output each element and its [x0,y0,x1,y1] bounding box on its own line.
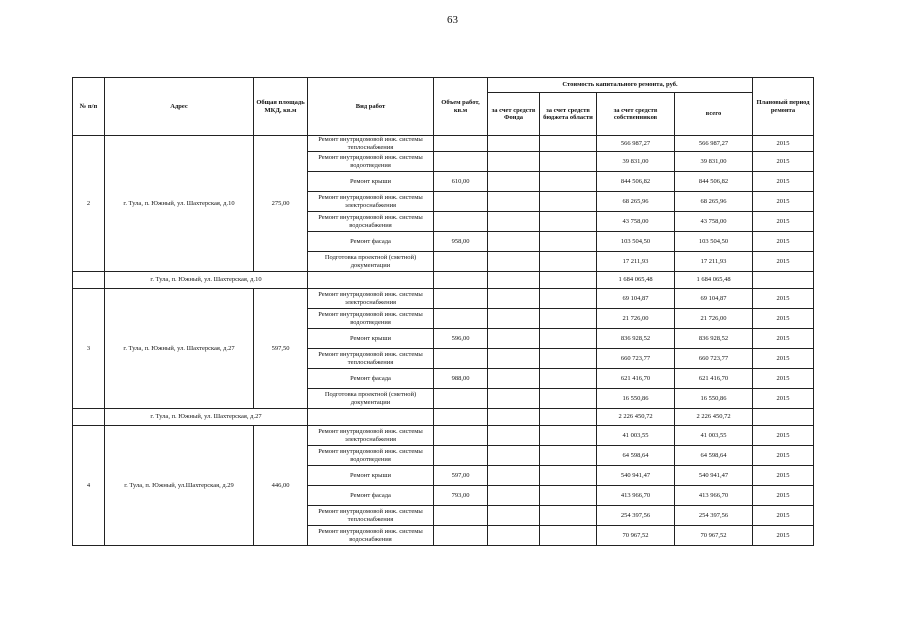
region-budget-cell [540,486,597,506]
volume-cell: 597,00 [434,466,488,486]
header-num: № п/п [73,78,105,136]
subtotal-empty-cell [73,272,105,289]
fund-cell [488,389,540,409]
subtotal-owners: 1 684 065,48 [597,272,675,289]
fund-cell [488,369,540,389]
total-cell: 43 758,00 [675,212,753,232]
owners-cell: 844 506,82 [597,172,675,192]
work-type-cell: Подготовка проектной (сметной) документации [308,389,434,409]
volume-cell [434,136,488,152]
table-body [73,136,814,546]
owners-cell: 39 831,00 [597,152,675,172]
owners-cell: 621 416,70 [597,369,675,389]
fund-cell [488,506,540,526]
region-budget-cell [540,232,597,252]
fund-cell [488,136,540,152]
work-type-cell: Ремонт внутридомовой инж. системы водоснабжения [308,212,434,232]
work-type-cell: Ремонт крыши [308,172,434,192]
subtotal-empty-cell [308,409,434,426]
row-area: 275,00 [254,136,308,272]
period-cell: 2015 [753,466,814,486]
fund-cell [488,426,540,446]
total-cell: 621 416,70 [675,369,753,389]
period-cell: 2015 [753,252,814,272]
volume-cell [434,252,488,272]
total-cell: 16 550,86 [675,389,753,409]
total-cell: 660 723,77 [675,349,753,369]
owners-cell: 254 397,56 [597,506,675,526]
total-cell: 254 397,56 [675,506,753,526]
owners-cell: 660 723,77 [597,349,675,369]
volume-cell [434,152,488,172]
header-period: Плановый период ремонта [753,78,814,136]
region-budget-cell [540,212,597,232]
total-cell: 68 265,96 [675,192,753,212]
row-number: 3 [73,289,105,409]
volume-cell [434,506,488,526]
region-budget-cell [540,152,597,172]
total-cell: 836 928,52 [675,329,753,349]
row-address: г. Тула, п. Южный, ул. Шахтерская, д.27 [105,289,254,409]
work-type-cell: Ремонт внутридомовой инж. системы водоотведения [308,309,434,329]
owners-cell: 16 550,86 [597,389,675,409]
table-row [73,426,814,446]
volume-cell: 958,00 [434,232,488,252]
row-area: 446,00 [254,426,308,546]
period-cell: 2015 [753,136,814,152]
fund-cell [488,212,540,232]
region-budget-cell [540,329,597,349]
owners-cell: 70 967,52 [597,526,675,546]
owners-cell: 540 941,47 [597,466,675,486]
total-cell: 41 003,55 [675,426,753,446]
owners-cell: 566 987,27 [597,136,675,152]
work-type-cell: Ремонт фасада [308,486,434,506]
region-budget-cell [540,426,597,446]
repair-works-table [72,77,814,546]
volume-cell: 793,00 [434,486,488,506]
subtotal-empty-cell [540,272,597,289]
fund-cell [488,466,540,486]
work-type-cell: Ремонт крыши [308,466,434,486]
owners-cell: 41 003,55 [597,426,675,446]
period-cell: 2015 [753,426,814,446]
subtotal-total: 1 684 065,48 [675,272,753,289]
period-cell: 2015 [753,349,814,369]
period-cell: 2015 [753,506,814,526]
subtotal-empty-cell [308,272,434,289]
subtotal-empty-cell [540,409,597,426]
fund-cell [488,289,540,309]
region-budget-cell [540,369,597,389]
header-work-type: Вид работ [308,78,434,136]
total-cell: 21 726,00 [675,309,753,329]
region-budget-cell [540,389,597,409]
work-type-cell: Ремонт внутридомовой инж. системы теплоснабжения [308,136,434,152]
subtotal-empty-cell [488,409,540,426]
volume-cell [434,426,488,446]
period-cell: 2015 [753,232,814,252]
owners-cell: 43 758,00 [597,212,675,232]
total-cell: 70 967,52 [675,526,753,546]
work-type-cell: Ремонт крыши [308,329,434,349]
period-cell: 2015 [753,486,814,506]
volume-cell [434,389,488,409]
fund-cell [488,349,540,369]
owners-cell: 68 265,96 [597,192,675,212]
region-budget-cell [540,446,597,466]
subtotal-empty-cell [434,272,488,289]
work-type-cell: Ремонт фасада [308,369,434,389]
volume-cell: 988,00 [434,369,488,389]
fund-cell [488,152,540,172]
volume-cell: 610,00 [434,172,488,192]
owners-cell: 17 211,93 [597,252,675,272]
period-cell: 2015 [753,526,814,546]
table-header [73,78,814,136]
period-cell: 2015 [753,212,814,232]
row-number: 2 [73,136,105,272]
table-row [73,136,814,152]
header-fund: за счет средств Фонда [488,93,540,136]
subtotal-label: г. Тула, п. Южный, ул. Шахтерская, д.10 [105,272,308,289]
subtotal-empty-cell [434,409,488,426]
volume-cell [434,192,488,212]
work-type-cell: Ремонт внутридомовой инж. системы теплоснабжения [308,349,434,369]
fund-cell [488,192,540,212]
period-cell: 2015 [753,309,814,329]
row-area: 597,50 [254,289,308,409]
volume-cell [434,349,488,369]
region-budget-cell [540,172,597,192]
region-budget-cell [540,289,597,309]
owners-cell: 413 966,70 [597,486,675,506]
owners-cell: 21 726,00 [597,309,675,329]
region-budget-cell [540,526,597,546]
work-type-cell: Подготовка проектной (сметной) документации [308,252,434,272]
subtotal-row [73,272,814,289]
owners-cell: 64 598,64 [597,446,675,466]
period-cell: 2015 [753,172,814,192]
subtotal-empty-cell [73,409,105,426]
subtotal-empty-cell [753,272,814,289]
volume-cell [434,212,488,232]
header-cost-group: Стоимость капитального ремонта, руб. [488,78,753,93]
total-cell: 540 941,47 [675,466,753,486]
period-cell: 2015 [753,389,814,409]
fund-cell [488,526,540,546]
work-type-cell: Ремонт фасада [308,232,434,252]
region-budget-cell [540,309,597,329]
subtotal-owners: 2 226 450,72 [597,409,675,426]
fund-cell [488,446,540,466]
subtotal-label: г. Тула, п. Южный, ул. Шахтерская, д.27 [105,409,308,426]
header-area: Общая площадь МКД, кв.м [254,78,308,136]
header-volume: Объем работ, кв.м [434,78,488,136]
period-cell: 2015 [753,329,814,349]
subtotal-total: 2 226 450,72 [675,409,753,426]
fund-cell [488,486,540,506]
header-owners: за счет средств собственников [597,93,675,136]
owners-cell: 69 104,87 [597,289,675,309]
subtotal-row [73,409,814,426]
period-cell: 2015 [753,192,814,212]
header-address: Адрес [105,78,254,136]
volume-cell [434,289,488,309]
work-type-cell: Ремонт внутридомовой инж. системы теплоснабжения [308,506,434,526]
volume-cell [434,446,488,466]
region-budget-cell [540,466,597,486]
work-type-cell: Ремонт внутридомовой инж. системы электроснабжения [308,192,434,212]
subtotal-empty-cell [753,409,814,426]
work-type-cell: Ремонт внутридомовой инж. системы водоснабжения [308,526,434,546]
work-type-cell: Ремонт внутридомовой инж. системы водоотведения [308,446,434,466]
region-budget-cell [540,349,597,369]
fund-cell [488,232,540,252]
header-region-budget: за счет средств бюджета области [540,93,597,136]
work-type-cell: Ремонт внутридомовой инж. системы водоотведения [308,152,434,172]
total-cell: 566 987,27 [675,136,753,152]
total-cell: 103 504,50 [675,232,753,252]
table-row [73,289,814,309]
region-budget-cell [540,192,597,212]
volume-cell: 596,00 [434,329,488,349]
owners-cell: 103 504,50 [597,232,675,252]
period-cell: 2015 [753,446,814,466]
volume-cell [434,309,488,329]
fund-cell [488,309,540,329]
row-address: г. Тула, п. Южный, ул.Шахтерская, д.29 [105,426,254,546]
total-cell: 17 211,93 [675,252,753,272]
header-total: всего [675,93,753,136]
period-cell: 2015 [753,152,814,172]
row-number: 4 [73,426,105,546]
total-cell: 39 831,00 [675,152,753,172]
total-cell: 844 506,82 [675,172,753,192]
fund-cell [488,329,540,349]
owners-cell: 836 928,52 [597,329,675,349]
total-cell: 413 966,70 [675,486,753,506]
total-cell: 69 104,87 [675,289,753,309]
region-budget-cell [540,506,597,526]
work-type-cell: Ремонт внутридомовой инж. системы электроснабжения [308,426,434,446]
page-number: 63 [447,14,458,26]
period-cell: 2015 [753,369,814,389]
period-cell: 2015 [753,289,814,309]
region-budget-cell [540,136,597,152]
fund-cell [488,172,540,192]
region-budget-cell [540,252,597,272]
fund-cell [488,252,540,272]
work-type-cell: Ремонт внутридомовой инж. системы электроснабжения [308,289,434,309]
row-address: г. Тула, п. Южный, ул. Шахтерская, д.10 [105,136,254,272]
subtotal-empty-cell [488,272,540,289]
volume-cell [434,526,488,546]
total-cell: 64 598,64 [675,446,753,466]
